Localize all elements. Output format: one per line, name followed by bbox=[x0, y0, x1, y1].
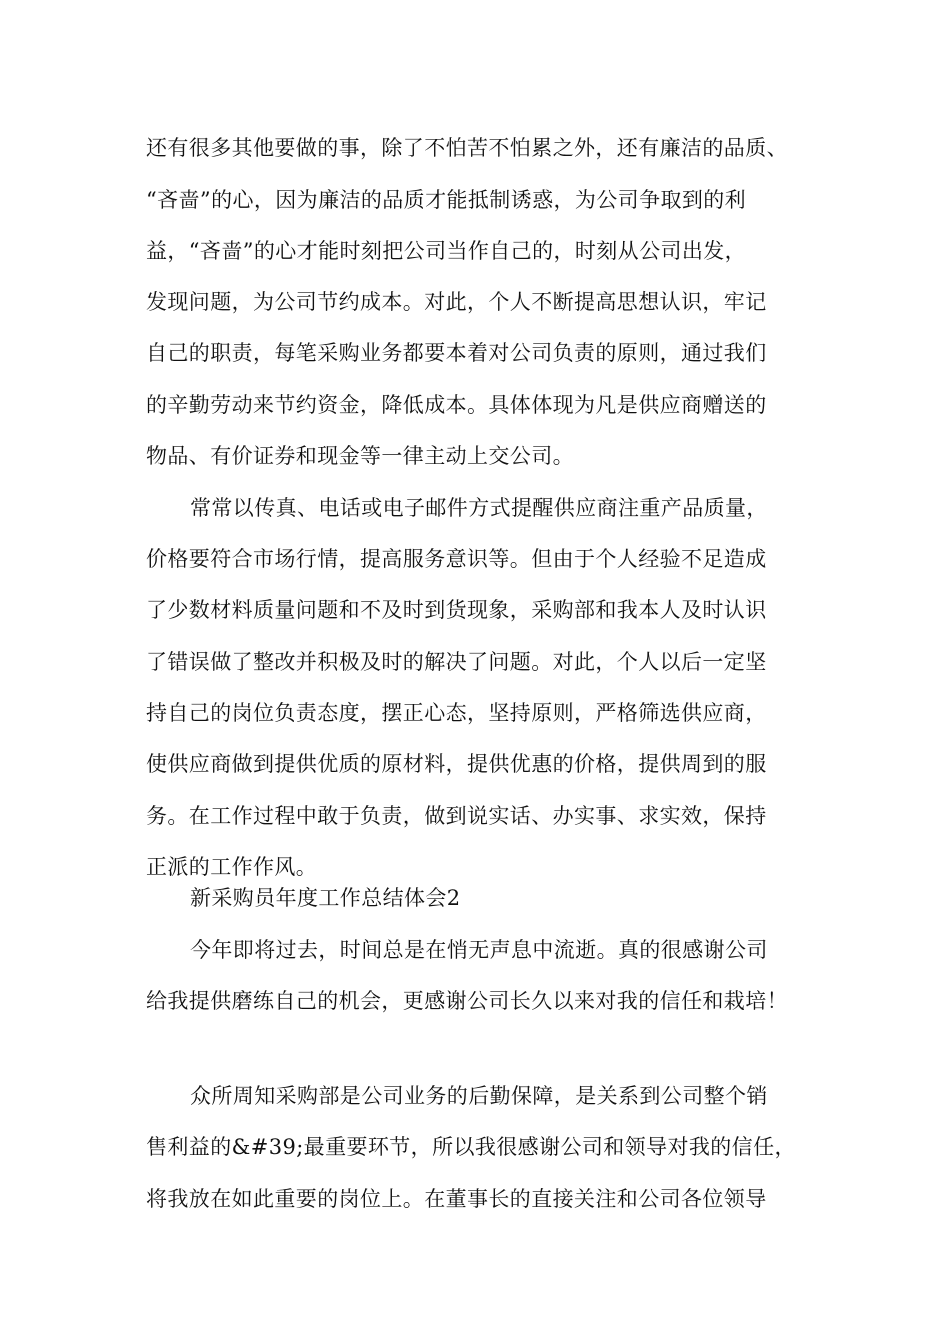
paragraph-line: 物品、有价证券和现金等一律主动上交公司。 bbox=[146, 444, 574, 468]
paragraph-line: “吝啬”的心，因为廉洁的品质才能抵制诱惑，为公司争取到的利 bbox=[146, 188, 747, 212]
paragraph-line: 发现问题，为公司节约成本。对此，个人不断提高思想认识，牢记 bbox=[146, 290, 767, 314]
paragraph-line: 持自己的岗位负责态度，摆正心态，坚持原则，严格筛选供应商， bbox=[146, 701, 767, 725]
paragraph-line: 了错误做了整改并积极及时的解决了问题。对此，个人以后一定坚 bbox=[146, 650, 767, 674]
paragraph-line: 了少数材料质量问题和不及时到货现象，采购部和我本人及时认识 bbox=[146, 598, 767, 622]
paragraph-line: 常常以传真、电话或电子邮件方式提醒供应商注重产品质量， bbox=[190, 496, 768, 520]
paragraph-line: 价格要符合市场行情，提高服务意识等。但由于个人经验不足造成 bbox=[146, 547, 767, 571]
paragraph-line: 自己的职责，每笔采购业务都要本着对公司负责的原则，通过我们 bbox=[146, 341, 767, 365]
paragraph-line: 给我提供磨练自己的机会，更感谢公司长久以来对我的信任和栽培！ bbox=[146, 989, 788, 1013]
paragraph-line: 务。在工作过程中敢于负责，做到说实话、办实事、求实效，保持 bbox=[146, 804, 767, 828]
paragraph-line: 售利益的&#39;最重要环节，所以我很感谢公司和领导对我的信任， bbox=[146, 1135, 796, 1159]
paragraph-line: 使供应商做到提供优质的原材料，提供优惠的价格，提供周到的服 bbox=[146, 752, 767, 776]
paragraph-line: 还有很多其他要做的事，除了不怕苦不怕累之外，还有廉洁的品质、 bbox=[146, 136, 788, 160]
paragraph-line: 将我放在如此重要的岗位上。在董事长的直接关注和公司各位领导 bbox=[146, 1187, 767, 1211]
paragraph-line: 的辛勤劳动来节约资金，降低成本。具体体现为凡是供应商赠送的 bbox=[146, 393, 767, 417]
paragraph-line: 今年即将过去，时间总是在悄无声息中流逝。真的很感谢公司 bbox=[190, 938, 768, 962]
paragraph-line: 益，“吝啬”的心才能时刻把公司当作自己的，时刻从公司出发， bbox=[146, 239, 747, 263]
paragraph-line: 众所周知采购部是公司业务的后勤保障，是关系到公司整个销 bbox=[190, 1084, 768, 1108]
section-heading: 新采购员年度工作总结体会2 bbox=[190, 886, 461, 910]
paragraph-line: 正派的工作作风。 bbox=[146, 855, 318, 879]
